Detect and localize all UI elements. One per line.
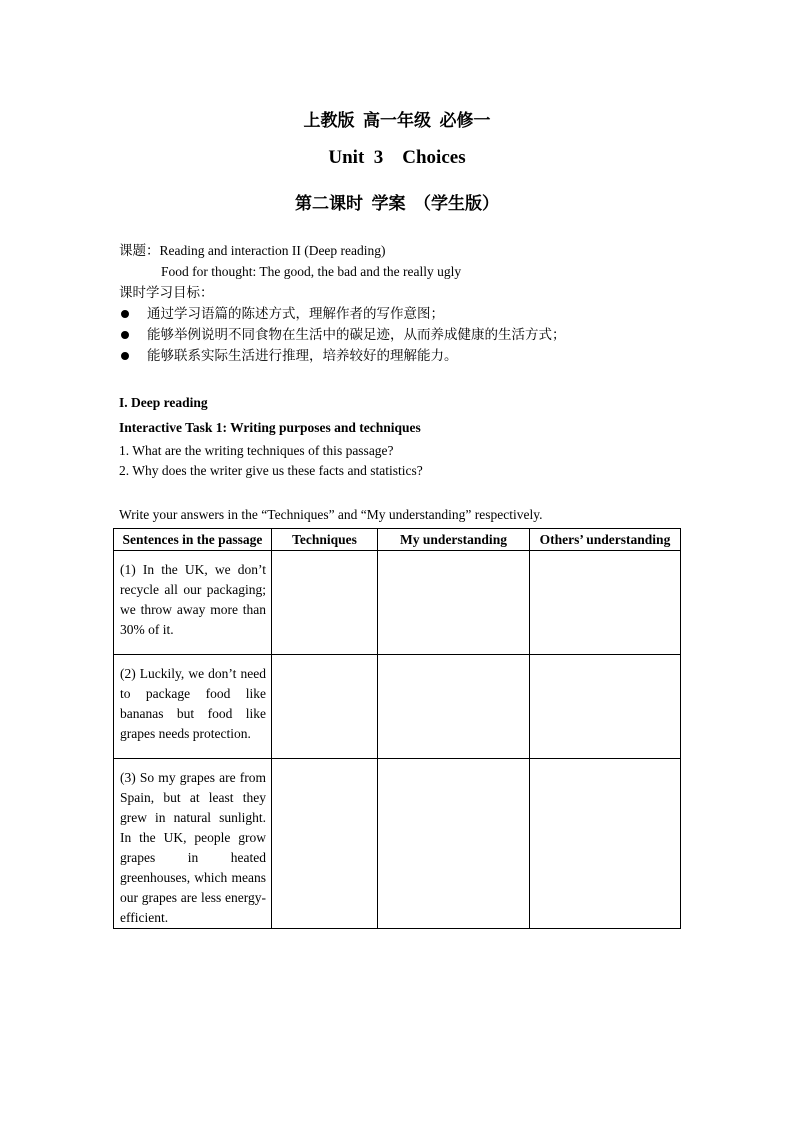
goal-item: [119, 325, 566, 346]
table-header-row: [114, 529, 681, 551]
table-row: [114, 759, 681, 929]
instruction-text: Write your answers in the “Techniques” and “My understanding” respectively.: [119, 507, 543, 522]
unit-title: Unit 3 Choices: [328, 147, 466, 168]
topic-line-1: Reading and interaction II (Deep reading): [159, 243, 386, 258]
bullet-icon: [121, 331, 129, 339]
answer-table: [113, 528, 681, 929]
sentence-text: (2) Luckily, we don’t need to package food like bananas but food like grapes needs protection.: [120, 666, 266, 741]
sentence-cell: [114, 551, 272, 655]
techniques-answer-cell[interactable]: [272, 759, 378, 929]
goal-text: 通过学习语篇的陈述方式，理解作者的写作意图；: [147, 306, 444, 321]
techniques-answer-cell[interactable]: [272, 551, 378, 655]
question-1: 1. What are the writing techniques of this passage?: [119, 443, 394, 458]
sentence-cell: [114, 655, 272, 759]
question-2: 2. Why does the writer give us these facts and statistics?: [119, 463, 423, 478]
bullet-icon: [121, 310, 129, 318]
sentence-text: (3) So my grapes are from Spain, but at least they grew in natural sunlight. In the UK, people grow grapes in heated greenhouses, which means our grapes are less energy-efficient.: [120, 770, 266, 925]
bullet-icon: [121, 352, 129, 360]
course-title: 上教版 高一年级 必修一: [303, 111, 491, 130]
topic-label: 课题：: [119, 243, 160, 258]
my-understanding-answer-cell[interactable]: [378, 655, 530, 759]
column-header: Techniques: [272, 529, 378, 551]
task-title: Interactive Task 1: Writing purposes and techniques: [119, 420, 421, 435]
goal-text: 能够举例说明不同食物在生活中的碳足迹，从而养成健康的生活方式；: [147, 327, 566, 342]
sentence-text: (1) In the UK, we don’t recycle all our packaging; we throw away more than 30% of it.: [120, 562, 266, 637]
sentence-cell: [114, 759, 272, 929]
goal-text: 能够联系实际生活进行推理，培养较好的理解能力。: [147, 348, 458, 363]
others-understanding-answer-cell[interactable]: [530, 655, 681, 759]
column-header: Others’ understanding: [530, 529, 681, 551]
lesson-info: [119, 241, 566, 367]
column-header: Sentences in the passage: [114, 529, 272, 551]
table-row: [114, 551, 681, 655]
topic-line-2: Food for thought: The good, the bad and the really ugly: [161, 264, 462, 279]
topic-row: [119, 241, 566, 262]
section-heading: I. Deep reading: [119, 395, 208, 410]
lesson-title: 第二课时 学案 （学生版）: [295, 194, 499, 213]
goals-label: 课时学习目标：: [119, 285, 214, 300]
others-understanding-answer-cell[interactable]: [530, 551, 681, 655]
goal-item: [119, 304, 566, 325]
table-row: [114, 655, 681, 759]
goal-item: [119, 346, 566, 367]
others-understanding-answer-cell[interactable]: [530, 759, 681, 929]
my-understanding-answer-cell[interactable]: [378, 759, 530, 929]
my-understanding-answer-cell[interactable]: [378, 551, 530, 655]
techniques-answer-cell[interactable]: [272, 655, 378, 759]
column-header: My understanding: [378, 529, 530, 551]
